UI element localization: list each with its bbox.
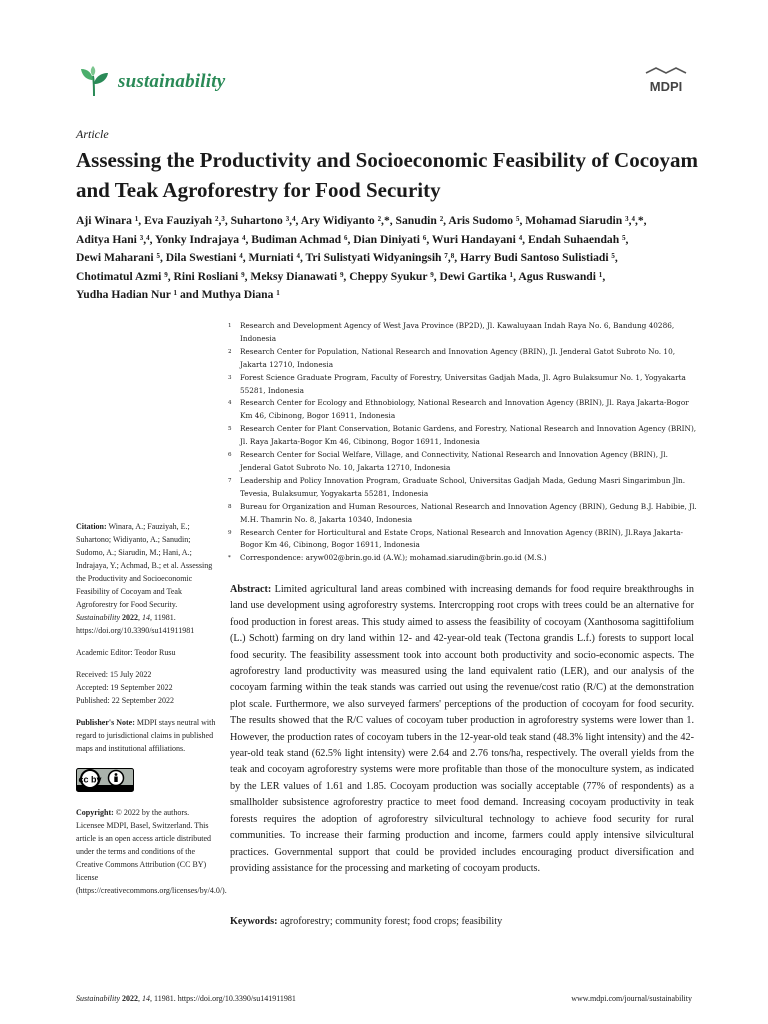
abstract bbox=[230, 582, 694, 877]
academic-editor: Academic Editor: Teodor Rusu bbox=[76, 648, 176, 657]
abstract-text: Limited agricultural land areas combined with increasing demands for food require breakthroughs in land use development using agroforestry systems. Intercropping root crops with trees could be an alternative for food production in forest areas. This study aimed to assess the feasibility of cocoyam (Xanthosoma sagittifolium (L.) Schott) farming on dry land within 12- and 42-year-old teak (Tectona grandis L.f.) forests to support local food security. The feasibility assessment took into account both productivity and socio-economic aspects. The agroforestry land productivity was measured using the land equivalent ratio (LER), and our analysis of the cocoyam farming within the teak stands was carried out using the revenue/cost ratio (R/C) at the demonstration plot scale. Furthermore, we also surveyed farmers' perceptions of the production of cocoyam for food security. The results showed that the R/C values of cocoyam tuber production in agroforestry systems were lower than 1. However, the production rates of cocoyam tubers in the 12-year-old teak stand (48.3% light intensity) and the 42-year-old teak stand (62.5% light intensity) were 2.64 and 2.76 tons/ha, respectively. The overall yields from the teak and cocoyam agroforestry systems were more profitable than those of the monoculture system, as indicated by the LER values of 1.61 and 1.85. Cocoyam production was socially acceptable (77% of respondents) as a smallholder subsistence agroforestry practice to meet food demand. Increasing cocoyam productivity in teak forests requires the adoption of agroforestry silvicultural technology to achieve food security for rural communities. To increase their farming production and income, farmers could apply intensive silvicultural practices. Governmental support that could be provided includes encouraging product diversification and providing assistance for the processing and marketing of cocoyam products. bbox=[230, 584, 694, 874]
footer-journal-url bbox=[571, 994, 692, 1003]
correspondence: * Correspondence: aryw002@brin.go.id (A.W.); mohamad.siarudin@brin.go.id (M.S.) bbox=[228, 553, 547, 563]
cc-by-license-icon[interactable] bbox=[76, 768, 134, 792]
affiliation-item: 4 Research Center for Ecology and Ethnobiology, National Research and Innovation Agency (BRIN), Jl. Raya Jakarta-Bogor Km 46, Cibinong, Bogor 16911, Indonesia bbox=[228, 398, 689, 421]
publisher-note-block bbox=[76, 716, 216, 755]
cc-badge-text: cc by bbox=[78, 774, 102, 785]
copyright-label: Copyright: bbox=[76, 808, 114, 817]
publisher-note-text: MDPI stays neutral with regard to jurisdictional claims in published maps and institutional affiliations. bbox=[76, 718, 216, 753]
author-list bbox=[76, 212, 716, 305]
sidebar bbox=[76, 520, 227, 906]
journal-name: sustainability bbox=[118, 71, 226, 92]
citation-doi-link[interactable]: 11981. https://doi.org/10.3390/su141911981 bbox=[76, 613, 195, 635]
dates-block bbox=[76, 668, 216, 707]
article-title: Assessing the Productivity and Socioeconomic Feasibility of Cocoyam and Teak Agroforestry for Food Security bbox=[76, 148, 699, 202]
footer-journal: Sustainability bbox=[76, 994, 120, 1003]
author-line: Aji Winara ¹, Eva Fauziyah ²,³, Suhartono ³,⁴, Ary Widiyanto ²,*, Sanudin ², Aris Sudomo ⁵, Mohamad Siarudin ³,⁴,*, bbox=[76, 214, 647, 227]
footer-volume: 14 bbox=[142, 994, 150, 1003]
author-line: Dewi Maharani ⁵, Dila Swestiani ⁴, Murniati ⁴, Tri Sulistyati Widyaningsih ⁷,⁸, Harry Budi Santoso Sulistiadi ⁵, bbox=[76, 251, 618, 264]
article-type: Article bbox=[76, 127, 109, 141]
affiliation-item: 1 Research and Development Agency of West Java Province (BP2D), Jl. Kawaluyaan Indah Raya No. 6, Bandung 40286, Indonesia bbox=[228, 321, 675, 343]
affiliation-item: 8 Bureau for Organization and Human Resources, National Research and Innovation Agency (BRIN), Gedung B.J. Habibie, Jl. M.H. Thamrin No. 8, Jakarta 10340, Indonesia bbox=[228, 501, 697, 524]
keywords-text: agroforestry; community forest; food crops; feasibility bbox=[280, 916, 503, 927]
affiliation-item: 5 Research Center for Plant Conservation, Botanic Gardens, and Forestry, National Research and Innovation Agency (BRIN), Jl. Raya Jakarta-Bogor Km 46, Cibinong, Bogor 16911, Indonesia bbox=[228, 424, 697, 447]
copyright-text: © 2022 by the authors. Licensee MDPI, Basel, Switzerland. This article is an open access article distributed under the terms and conditions of the Creative Commons Attribution (CC BY) license (https://creativecommons.org/licenses/by/4.0/). bbox=[76, 808, 227, 895]
abstract-label: Abstract: bbox=[230, 584, 272, 595]
affiliation-item: 3 Forest Science Graduate Program, Faculty of Forestry, Universitas Gadjah Mada, Jl. Agro Bulaksumur No. 1, Yogyakarta 55281, Indonesia bbox=[228, 372, 686, 395]
journal-url-link[interactable]: www.mdpi.com/journal/sustainability bbox=[571, 994, 692, 1003]
author-line: Chotimatul Azmi ⁹, Rini Rosliani ⁹, Meksy Dianawati ⁹, Cheppy Syukur ⁹, Dewi Gartika ¹, Agus Ruswandi ¹, bbox=[76, 269, 606, 283]
footer-doi-link[interactable]: , 11981. https://doi.org/10.3390/su141911981 bbox=[150, 994, 296, 1003]
author-line: Yudha Hadian Nur ¹ and Muthya Diana ¹ bbox=[76, 288, 280, 301]
copyright-block bbox=[76, 806, 227, 897]
publisher-note-label: Publisher's Note: bbox=[76, 718, 135, 727]
affiliations bbox=[228, 320, 698, 565]
affiliation-item: 6 Research Center for Social Welfare, Village, and Connectivity, National Research and Innovation Agency (BRIN), Jl. Jenderal Gatot Subroto No. 10, Jakarta 12710, Indonesia bbox=[228, 450, 668, 472]
citation-block: Citation: Winara, A.; Fauziyah, E.; Suhartono; Widiyanto, A.; Sanudin; Sudomo, A.; Siarudin, M.; Hani, A.; Indrajaya, Y.; Achmad, B.; et al. Assessing the Productivity and Socioeconomic Feasibility of Cocoyam and Teak Agroforestry for Food Security. Sustainability 2022, 14, 11981. https://doi.org/10.3390/su141911981 bbox=[76, 522, 213, 635]
editor-block bbox=[76, 646, 216, 659]
footer-year: 2022 bbox=[122, 994, 138, 1003]
published-date: Published: 22 September 2022 bbox=[76, 696, 174, 705]
leaf-sprout-icon bbox=[76, 64, 112, 100]
journal-header bbox=[76, 62, 225, 102]
accepted-date: Accepted: 19 September 2022 bbox=[76, 683, 173, 692]
citation-year: 2022 bbox=[122, 613, 138, 622]
received-date: Received: 15 July 2022 bbox=[76, 670, 152, 679]
affiliation-item: 7 Leadership and Policy Innovation Program, Graduate School, Universitas Gadjah Mada, Gedung Masri Singarimbun Jln. Tevesia, Bulaksumur, Yogyakarta 55281, Indonesia bbox=[228, 475, 686, 498]
keywords bbox=[230, 916, 694, 927]
footer-citation: Sustainability 2022, 14, 11981. https://doi.org/10.3390/su141911981 bbox=[76, 994, 296, 1003]
citation-volume: 14 bbox=[142, 613, 150, 622]
affiliation-item: 2 Research Center for Population, National Research and Innovation Agency (BRIN), Jl. Jenderal Gatot Subroto No. 10, Jakarta 12710, Indonesia bbox=[228, 346, 676, 369]
mdpi-logo bbox=[642, 67, 690, 95]
citation-label: Citation: bbox=[76, 522, 107, 531]
citation-journal: Sustainability bbox=[76, 613, 120, 622]
author-line: Aditya Hani ³,⁴, Yonky Indrajaya ⁴, Budiman Achmad ⁶, Dian Diniyati ⁶, Wuri Handayani ⁴, Endah Suhaendah ⁵, bbox=[76, 232, 629, 246]
affiliation-item: 9 Research Center for Horticultural and Estate Crops, National Research and Innovation Agency (BRIN), Jl.Raya Jakarta-Bogor Km 46, Cibinong, Bogor 16911, Indonesia bbox=[228, 527, 684, 550]
keywords-label: Keywords: bbox=[230, 916, 278, 927]
mdpi-logo-text: MDPI bbox=[649, 79, 683, 94]
citation-text: Winara, A.; Fauziyah, E.; Suhartono; Widiyanto, A.; Sanudin; Sudomo, A.; Siarudin, M.; Hani, A.; Indrajaya, Y.; Achmad, B.; et al. Assessing the Productivity and Socioeconomic Feasibility of Cocoyam and Teak Agroforestry for Food Security. bbox=[76, 522, 213, 609]
